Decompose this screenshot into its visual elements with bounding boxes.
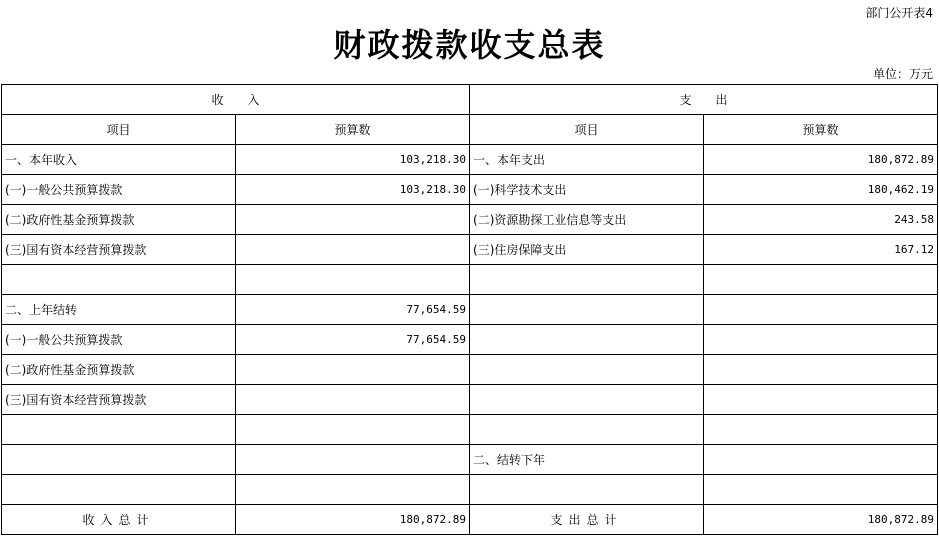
income-item-cell: (二)政府性基金预算拨款 — [2, 205, 236, 235]
expense-item-header: 项目 — [470, 115, 704, 145]
expense-value-cell — [704, 415, 938, 445]
expense-value-cell: 180,872.89 — [704, 145, 938, 175]
expense-item-cell: (一)科学技术支出 — [470, 175, 704, 205]
form-reference: 部门公开表4 — [865, 6, 933, 20]
table-row — [2, 325, 938, 355]
income-value-cell — [236, 415, 470, 445]
income-value-cell: 103,218.30 — [236, 145, 470, 175]
expense-item-cell: 一、本年支出 — [470, 145, 704, 175]
expense-item-cell: 二、结转下年 — [470, 445, 704, 475]
table-row — [2, 475, 938, 505]
table-row — [2, 445, 938, 475]
expense-item-cell — [470, 295, 704, 325]
expense-value-cell: 167.12 — [704, 235, 938, 265]
expense-total-value: 180,872.89 — [704, 505, 938, 535]
table-row — [2, 355, 938, 385]
expense-item-cell — [470, 475, 704, 505]
income-item-cell: (三)国有资本经营预算拨款 — [2, 385, 236, 415]
income-value-cell — [236, 355, 470, 385]
table-row — [2, 145, 938, 175]
income-item-cell: 二、上年结转 — [2, 295, 236, 325]
expense-item-cell — [470, 325, 704, 355]
expense-item-cell: (二)资源勘探工业信息等支出 — [470, 205, 704, 235]
table-row — [2, 205, 938, 235]
group-header-row — [2, 85, 938, 115]
income-item-cell — [2, 415, 236, 445]
income-value-cell: 77,654.59 — [236, 295, 470, 325]
income-item-cell — [2, 475, 236, 505]
income-value-cell: 103,218.30 — [236, 175, 470, 205]
expense-value-cell: 180,462.19 — [704, 175, 938, 205]
expense-value-cell — [704, 355, 938, 385]
income-group-header: 收 入 — [2, 85, 470, 115]
fiscal-summary-table — [1, 84, 938, 535]
income-value-cell — [236, 235, 470, 265]
expense-value-cell — [704, 325, 938, 355]
income-value-cell — [236, 475, 470, 505]
table-row — [2, 295, 938, 325]
income-item-cell: (三)国有资本经营预算拨款 — [2, 235, 236, 265]
expense-item-cell — [470, 265, 704, 295]
expense-value-cell — [704, 295, 938, 325]
income-value-cell: 77,654.59 — [236, 325, 470, 355]
table-row — [2, 175, 938, 205]
income-value-cell — [236, 385, 470, 415]
expense-budget-header: 预算数 — [704, 115, 938, 145]
expense-item-cell — [470, 415, 704, 445]
expense-value-cell — [704, 385, 938, 415]
income-value-cell — [236, 205, 470, 235]
table-row — [2, 415, 938, 445]
expense-value-cell — [704, 475, 938, 505]
unit-label: 单位：万元 — [872, 67, 933, 81]
income-budget-header: 预算数 — [236, 115, 470, 145]
table-row — [2, 235, 938, 265]
column-header-row — [2, 115, 938, 145]
income-item-header: 项目 — [2, 115, 236, 145]
income-total-label: 收入总计 — [2, 505, 236, 535]
income-item-cell: (一)一般公共预算拨款 — [2, 175, 236, 205]
income-item-cell — [2, 445, 236, 475]
expense-value-cell — [704, 445, 938, 475]
income-item-cell: (一)一般公共预算拨款 — [2, 325, 236, 355]
table-row — [2, 385, 938, 415]
expense-item-cell — [470, 355, 704, 385]
totals-row — [2, 505, 938, 535]
table-row — [2, 265, 938, 295]
income-item-cell: 一、本年收入 — [2, 145, 236, 175]
expense-value-cell — [704, 265, 938, 295]
expense-item-cell: (三)住房保障支出 — [470, 235, 704, 265]
income-value-cell — [236, 265, 470, 295]
expense-item-cell — [470, 385, 704, 415]
expense-value-cell: 243.58 — [704, 205, 938, 235]
expense-group-header: 支 出 — [470, 85, 938, 115]
income-total-value: 180,872.89 — [236, 505, 470, 535]
page-title: 财政拨款收支总表 — [333, 26, 606, 64]
income-item-cell: (二)政府性基金预算拨款 — [2, 355, 236, 385]
income-value-cell — [236, 445, 470, 475]
income-item-cell — [2, 265, 236, 295]
expense-total-label: 支出总计 — [470, 505, 704, 535]
